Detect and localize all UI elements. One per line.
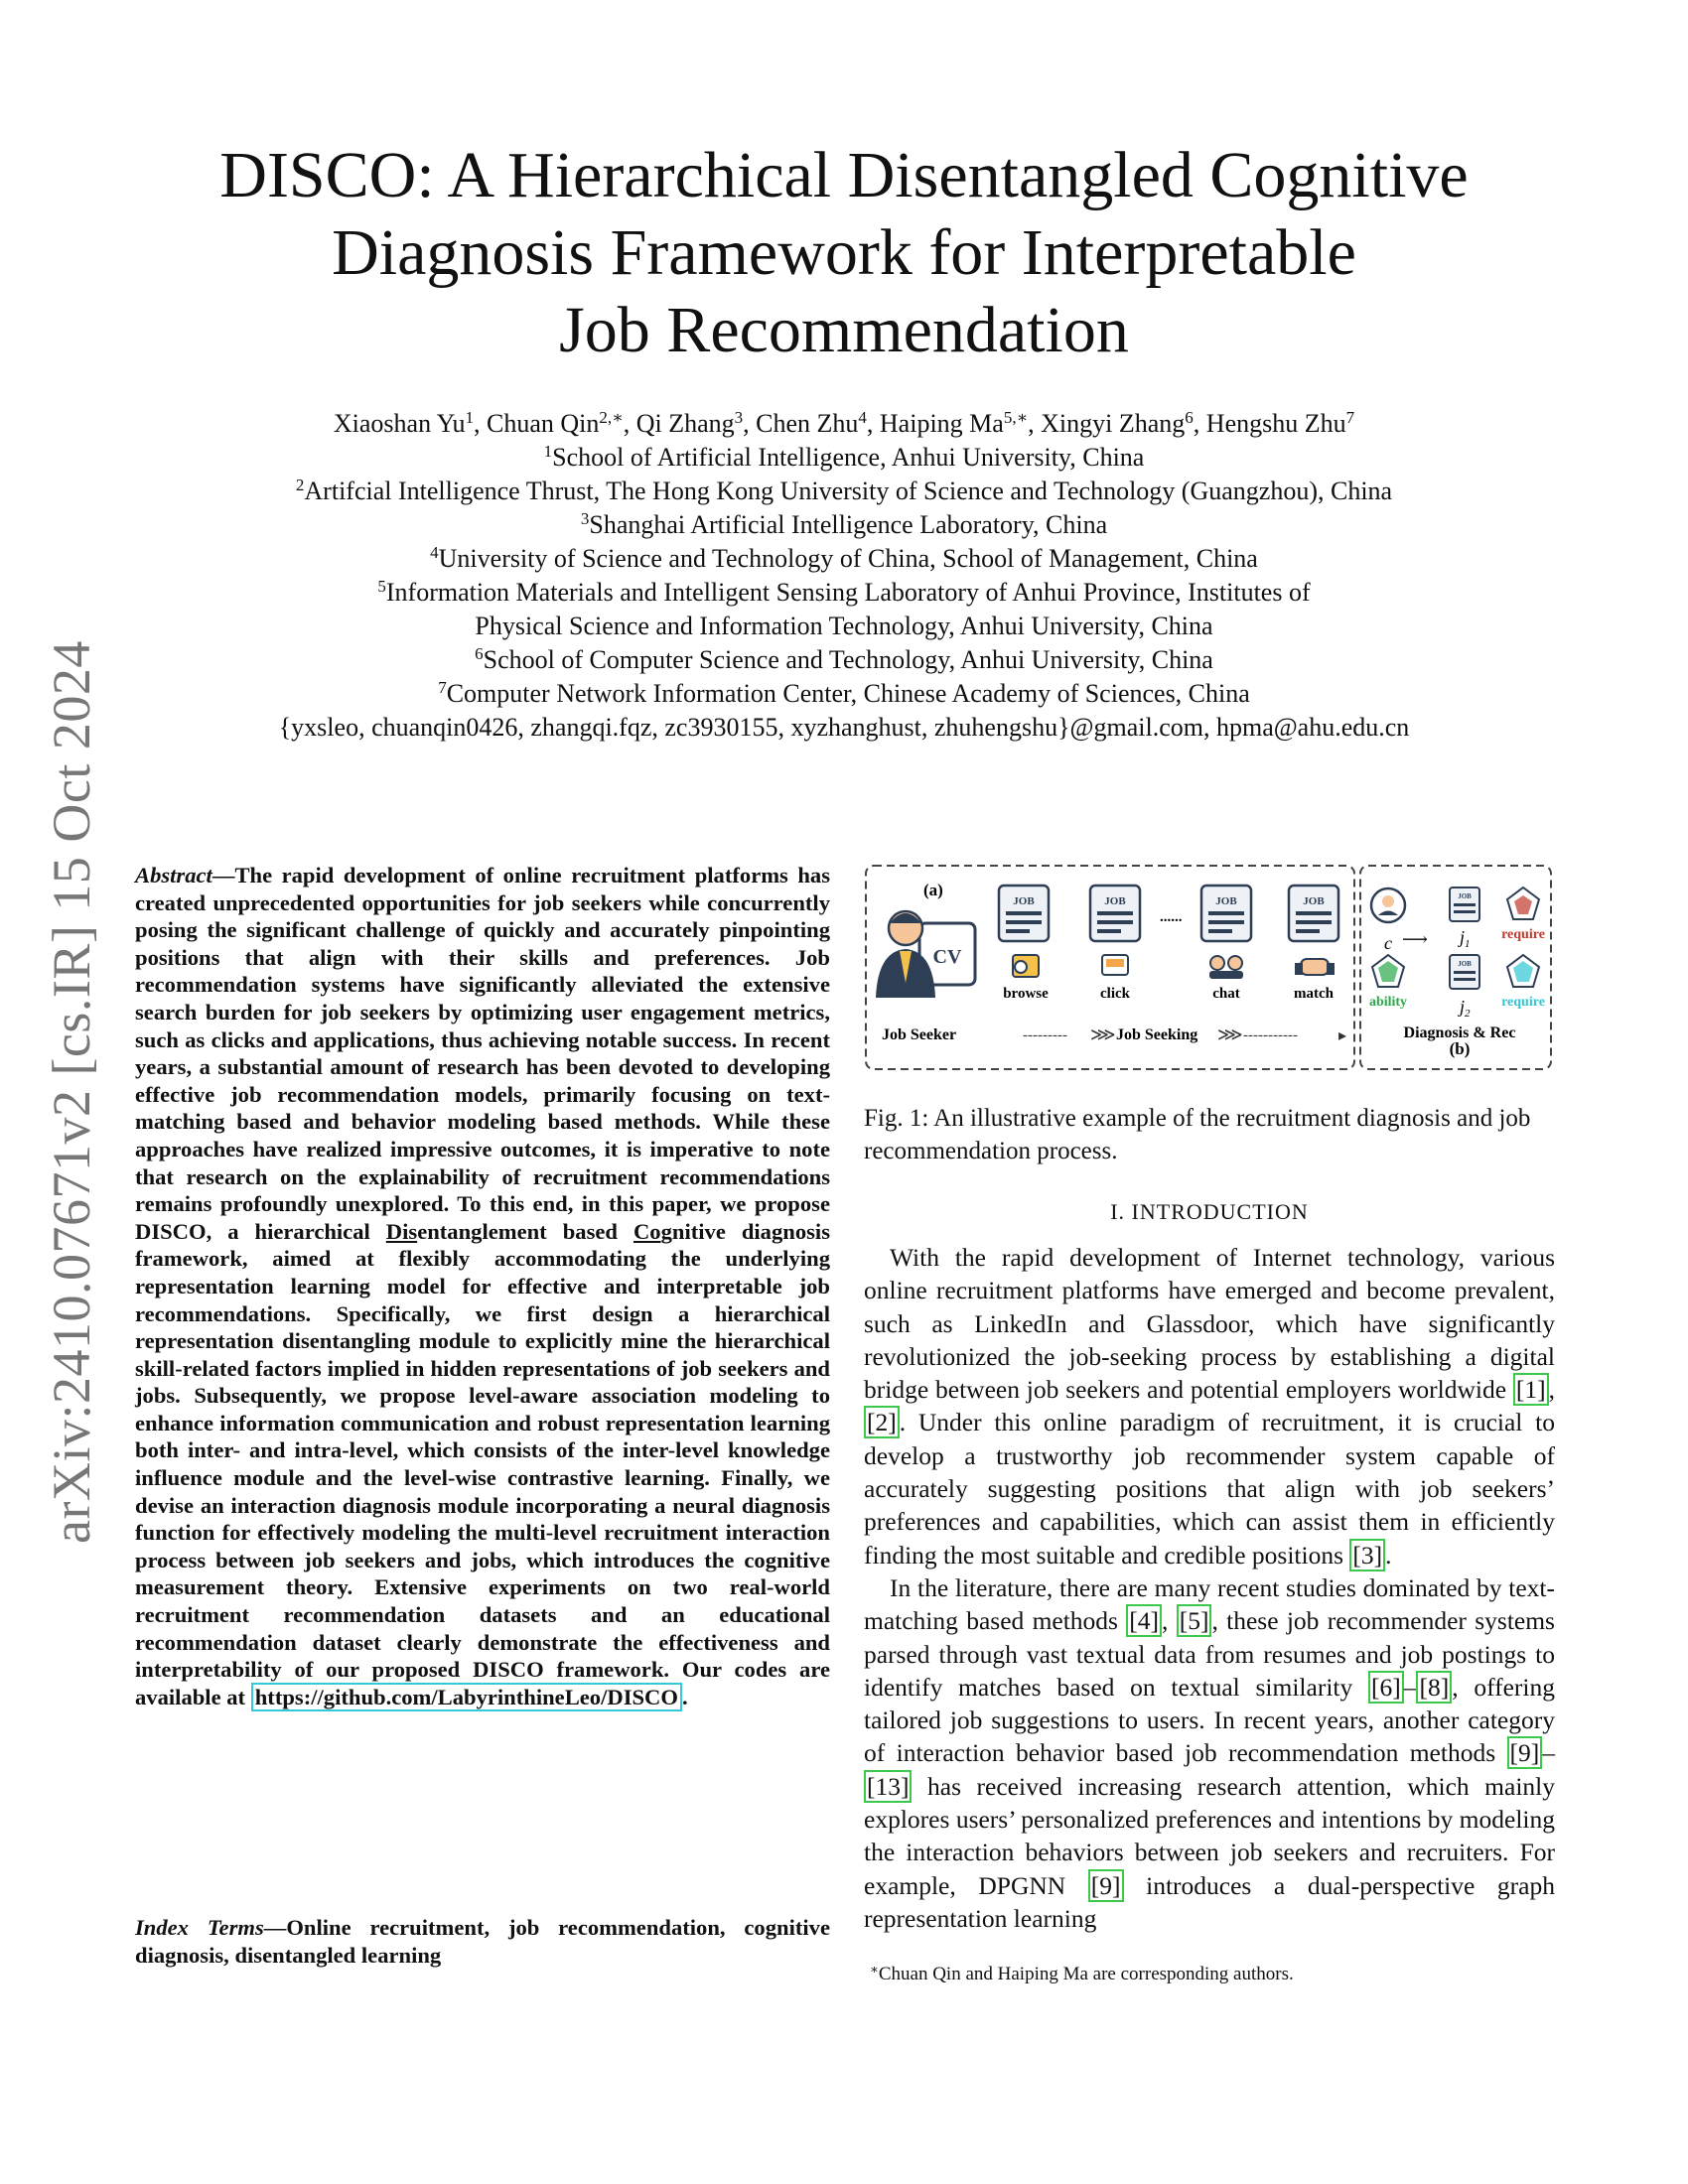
citation-link[interactable]: [2] [864, 1406, 900, 1438]
figure-1 [864, 864, 1555, 1072]
abstract-text: entanglement based [417, 1218, 633, 1244]
intro-text: . [1385, 1540, 1392, 1570]
citation-link[interactable]: [5] [1177, 1604, 1212, 1637]
radar-chart-icon [1372, 955, 1404, 987]
figure-caption: Fig. 1: An illustrative example of the recruitment diagnosis and job recommendation process. [864, 1105, 1531, 1164]
index-terms-text: —Online recruitment, job recommendation, cognitive diagnosis, disentangled learning [135, 1915, 830, 1968]
radar-chart-icon [1507, 955, 1539, 987]
affiliation-text: Information Materials and Intelligent Sensing Laboratory of Anhui Province, Institutes of [385, 578, 1311, 607]
action-click: click [1100, 986, 1130, 1002]
author-6-affil: 6 [1185, 408, 1194, 427]
author-1: Xiaoshan Yu [333, 409, 466, 438]
abstract-underline: Dis [385, 1218, 418, 1244]
abstract [135, 862, 830, 1710]
intro-text: , offering tailored job suggestions to users. In recent years, another category of interaction behavior based job recommendation methods [864, 1672, 1555, 1768]
author-block [99, 407, 1589, 745]
author-2-affil: 2,∗ [599, 408, 624, 427]
arrow-right-icon: ▸ [1338, 1027, 1347, 1044]
citation-link[interactable]: [4] [1126, 1604, 1162, 1637]
title-line-3: Job Recommendation [559, 294, 1129, 366]
index-terms [135, 1914, 830, 1969]
affiliation-mark: 4 [430, 543, 439, 562]
author-4: , Chen Zhu [743, 409, 859, 438]
job-card-icon [999, 886, 1049, 941]
intro-text: In the literature, there are many recent studies dominated by text-matching based methods [864, 1572, 1555, 1636]
affiliation-text: Physical Science and Information Technology, Anhui University, China [475, 612, 1213, 640]
arxiv-side-stamp: arXiv:2410.07671v2 [cs.IR] 15 Oct 2024 [42, 640, 101, 1544]
affiliation-text: School of Computer Science and Technology, Anhui University, China [483, 645, 1213, 674]
job-label: JOB [1458, 960, 1472, 968]
job-symbol: j [1460, 927, 1466, 947]
person-avatar-icon [1371, 888, 1405, 922]
code-link[interactable]: https://github.com/LabyrinthineLeo/DISCO [251, 1683, 682, 1711]
intro-text: – [1403, 1672, 1417, 1702]
citation-link[interactable]: [6] [1368, 1671, 1404, 1704]
intro-text: . Under this online paradigm of recruitment, it is crucial to develop a trustworthy job recommender system capable of accurately suggesting positions that align with job seekers’ preferences and capabilities, which can assist them in efficiently finding the most suitable and credible positions [864, 1408, 1555, 1570]
double-chevron-icon: ⋙ [1217, 1024, 1243, 1044]
job-seeking-text: Job Seeking [1116, 1026, 1198, 1043]
intro-text: – [1542, 1738, 1555, 1768]
job-symbol: j [1460, 997, 1466, 1017]
citation-link[interactable]: [9] [1507, 1736, 1543, 1769]
affiliation-text: University of Science and Technology of China, School of Management, China [438, 544, 1258, 573]
job-label: JOB [1215, 895, 1237, 907]
affiliation-mark: 7 [438, 678, 447, 697]
citation-link[interactable]: [13] [864, 1770, 912, 1803]
job-seeker-text: Job Seeker [882, 1026, 957, 1043]
panel-a-label: (a) [923, 881, 943, 899]
abstract-text: . [681, 1684, 688, 1709]
affiliation [99, 475, 1589, 508]
browse-icon [1013, 955, 1039, 977]
dashed-arrow: ----------- [1243, 1027, 1298, 1043]
affiliation-text: Artifcial Intelligence Thrust, The Hong Kong University of Science and Technology (Guangzhou), China [304, 477, 1393, 505]
left-column [135, 862, 830, 1710]
title-line-2: Diagnosis Framework for Interpretable [332, 216, 1356, 289]
abstract-text: gnitive diagnosis framework, aimed at flexibly accommodating the underlying representation learning model for effective and interpretable job recommendations. Specifically, we first design a hierarchical representation disentangling module to explicitly mine the hierarchical skill-related factors implied in hidden representations of job seekers and jobs. Subsequently, we propose level-aware association modeling to enhance information communication and robust representation learning both inter- and intra-level, which consists of the inter-level knowledge influence module and the level-wise contrastive learning. Finally, we devise an interaction diagnosis module incorporating a neural diagnosis function for effectively modeling the multi-level recruitment interaction process between job seekers and jobs, which introduces the cognitive measurement theory. Extensive experiments on two real-world recruitment recommendation datasets and an educational recommendation dataset clearly demonstrate the effectiveness and interpretability of our proposed DISCO framework. Our codes are available at [135, 1218, 831, 1709]
intro-text: , [1548, 1375, 1555, 1405]
footnote [870, 1963, 1555, 1986]
job-seeker-icon [876, 911, 975, 998]
job-subscript: 2 [1465, 1008, 1471, 1020]
footnote-mark: ∗ [870, 1962, 879, 1977]
intro-paragraph-2 [864, 1571, 1555, 1935]
job-card-icon [1201, 886, 1251, 941]
job-2-symbol [1458, 997, 1471, 1020]
footnote-text: Chuan Qin and Haiping Ma are corresponding authors. [878, 1964, 1294, 1984]
intro-text: introduces a dual-perspective graph representation learning [864, 1870, 1555, 1933]
action-chat: chat [1212, 986, 1240, 1002]
job-card-icon [1090, 886, 1140, 941]
seeker-symbol: c [1384, 933, 1392, 953]
handshake-icon [1295, 959, 1335, 975]
job-label: JOB [1458, 892, 1472, 900]
author-7: , Hengshu Zhu [1193, 409, 1346, 438]
job-card-small-icon [1450, 955, 1479, 989]
job-label: JOB [1013, 895, 1035, 907]
job-label: JOB [1303, 895, 1325, 907]
dashed-arrow: --------- [1023, 1027, 1067, 1043]
intro-text: has received increasing research attention, which mainly explores users’ personalized preferences and intentions by modeling the interaction behaviors between job seekers and recruiters. For example, DPGNN [864, 1771, 1555, 1900]
author-2: , Chuan Qin [474, 409, 600, 438]
citation-link[interactable]: [1] [1513, 1373, 1549, 1406]
citation-link[interactable]: [9] [1088, 1869, 1124, 1902]
introduction-body [864, 1241, 1555, 1935]
abstract-text: —The rapid development of online recruitment platforms has created unprecedented opportunities for job seekers while concurrently posing the significant challenge of quickly and accurately pinpointing positions that align with their skills and preferences. Job recommendation systems have significantly alleviated the extensive search burden for job seekers by optimizing user engagement metrics, such as clicks and applications, thus achieving notable success. In recent years, a substantial amount of research has been devoted to developing effective job recommendation models, primarily focusing on text-matching based and behavior modeling based methods. While these approaches have realized impressive outcomes, it is imperative to note that research on the explainability of recruitment recommendations remains profoundly unexplored. To this end, in this paper, we propose DISCO, a hierarchical [135, 863, 830, 1244]
author-5-affil: 5,∗ [1003, 408, 1029, 427]
author-5: , Haiping Ma [866, 409, 1004, 438]
author-6: , Xingyi Zhang [1028, 409, 1186, 438]
diagnosis-rec-text: Diagnosis & Rec [1403, 1024, 1516, 1041]
intro-paragraph-1 [864, 1241, 1555, 1571]
affiliation [99, 576, 1589, 610]
citation-link[interactable]: [3] [1349, 1539, 1385, 1571]
radar-chart-icon [1507, 887, 1539, 919]
job-1-symbol [1458, 927, 1471, 950]
index-terms-label: Index Terms [135, 1915, 264, 1940]
affiliation [99, 677, 1589, 711]
author-7-affil: 7 [1345, 408, 1355, 427]
arrow-right-icon: ⟶ [1402, 929, 1428, 949]
job-label: JOB [1104, 895, 1126, 907]
job-subscript: 1 [1465, 938, 1471, 950]
affiliation-mark: 3 [580, 509, 590, 528]
require-label-red: require [1501, 927, 1545, 942]
affiliation [99, 441, 1589, 475]
job-card-small-icon [1450, 887, 1479, 921]
affiliation [99, 610, 1589, 643]
affiliation-text: Computer Network Information Center, Chinese Academy of Sciences, China [446, 679, 1250, 708]
affiliation [99, 542, 1589, 576]
chat-icon [1209, 956, 1243, 979]
author-1-affil: 1 [465, 408, 475, 427]
intro-text: , these job recommender systems parsed through vast textual data from resumes and job postings to identify matches based on textual similarity [864, 1606, 1555, 1702]
affiliation-mark: 6 [475, 644, 484, 663]
ability-label: ability [1368, 995, 1408, 1010]
panel-b-label: (b) [1449, 1039, 1471, 1058]
cv-label: CV [932, 946, 962, 968]
author-list [99, 407, 1589, 441]
require-label-cyan: require [1501, 995, 1545, 1010]
affiliation-mark: 2 [295, 476, 305, 494]
abstract-label: Abstract [135, 863, 212, 887]
paper-title [149, 137, 1539, 369]
click-icon [1102, 955, 1128, 975]
citation-link[interactable]: [8] [1416, 1671, 1452, 1704]
intro-text: With the rapid development of Internet technology, various online recruitment platforms have emerged and become prevalent, such as LinkedIn and Glassdoor, which have significantly revolutionized the job-seeking process by establishing a digital bridge between job seekers and potential employers worldwide [864, 1243, 1555, 1405]
section-heading: I. INTRODUCTION [1110, 1199, 1309, 1224]
author-3: , Qi Zhang [623, 409, 735, 438]
affiliation [99, 643, 1589, 677]
action-browse: browse [1003, 986, 1049, 1002]
intro-text: , [1162, 1606, 1177, 1636]
author-emails: {yxsleo, chuanqin0426, zhangqi.fqz, zc3930155, xyzhanghust, zhuhengshu}@gmail.com, hpma@ahu.edu.cn [278, 713, 1410, 742]
affiliation [99, 508, 1589, 542]
affiliation-text: School of Artificial Intelligence, Anhui University, China [552, 443, 1145, 472]
title-line-1: DISCO: A Hierarchical Disentangled Cognitive [219, 139, 1469, 211]
author-4-affil: 4 [858, 408, 867, 427]
affiliation-text: Shanghai Artificial Intelligence Laboratory, China [589, 510, 1108, 539]
action-match: match [1294, 986, 1334, 1002]
job-card-icon [1289, 886, 1338, 941]
ellipsis: ...... [1160, 909, 1183, 925]
author-3-affil: 3 [734, 408, 744, 427]
affiliation-mark: 1 [543, 442, 553, 461]
abstract-underline: Co [633, 1218, 661, 1244]
affiliation-mark: 5 [377, 577, 386, 596]
double-chevron-icon: ⋙ [1090, 1024, 1116, 1044]
